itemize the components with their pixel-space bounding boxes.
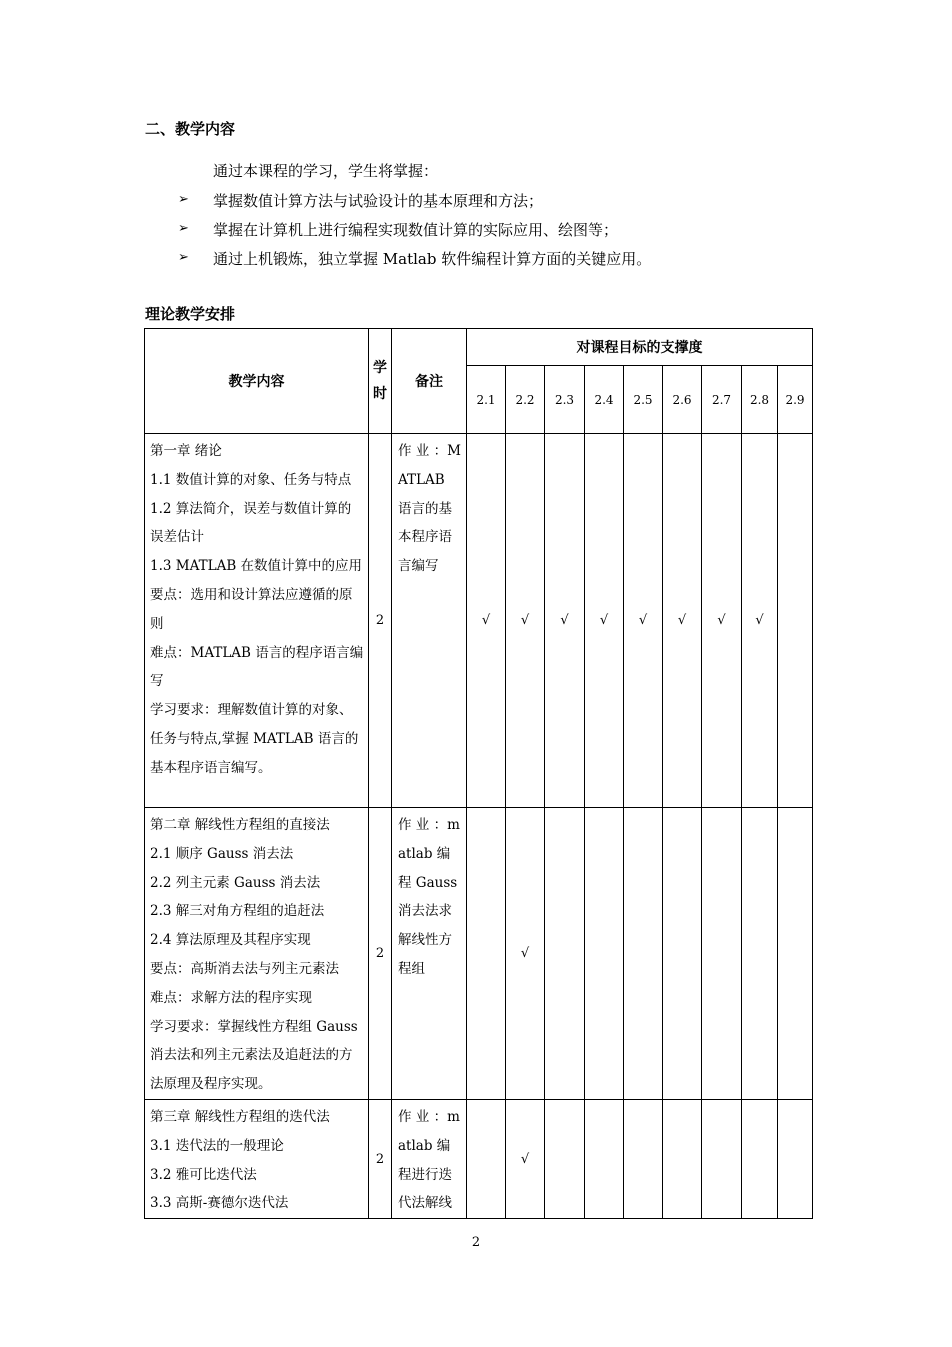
support-cell xyxy=(506,1099,545,1218)
content-line: 2.4 算法原理及其程序实现 xyxy=(150,932,311,949)
support-cell xyxy=(624,808,663,1100)
content-line: 2.1 顺序 Gauss 消去法 xyxy=(150,845,294,862)
hours-cell: 2 xyxy=(369,808,392,1100)
content-line: 学习要求：理解数值计算的对象、任务与特点,掌握 MATLAB 语言的基本程序语言编写。 xyxy=(150,702,359,776)
support-cell xyxy=(585,1099,624,1218)
chapter-title: 第一章 绪论 xyxy=(150,443,222,459)
goal-number: 2.9 xyxy=(778,366,813,434)
check-mark-icon: √ xyxy=(560,613,569,628)
content-line: 2.2 列主元素 Gauss 消去法 xyxy=(150,874,321,891)
content-line: 要点：选用和设计算法应遵循的原则 xyxy=(150,586,353,632)
goal-number: 2.2 xyxy=(506,366,545,434)
intro-text: 通过本课程的学习，学生将掌握： xyxy=(213,162,439,180)
support-cell xyxy=(545,1099,585,1218)
check-mark-icon: √ xyxy=(520,1151,530,1167)
support-cell xyxy=(702,434,742,808)
hours-cell: 2 xyxy=(369,434,392,808)
support-cell xyxy=(663,434,702,808)
page-number: 2 xyxy=(471,1235,481,1250)
content-line: 1.1 数值计算的对象、任务与特点 xyxy=(150,471,352,488)
goal-number: 2.4 xyxy=(585,366,624,434)
support-cell xyxy=(624,434,663,808)
note-cell: 作 业 ：matlab 编程进行迭代法解线 xyxy=(392,1099,467,1218)
list-item xyxy=(178,248,651,277)
check-mark-icon: √ xyxy=(520,945,530,961)
content-line: 2.3 解三对角方程组的追赶法 xyxy=(150,903,325,920)
check-mark-icon: √ xyxy=(638,613,648,628)
list-item xyxy=(178,190,651,219)
support-cell xyxy=(663,808,702,1100)
header-note: 备注 xyxy=(392,329,467,434)
chapter-title: 第三章 解线性方程组的迭代法 xyxy=(150,1108,330,1125)
goal-number: 2.5 xyxy=(624,366,663,434)
content-line: 学习要求：掌握线性方程组 Gauss 消去法和列主元素法及追赶法的方法原理及程序实现。 xyxy=(150,1018,358,1093)
check-mark-icon: √ xyxy=(599,613,609,628)
table-row xyxy=(145,808,813,1100)
content-line: 1.2 算法简介，误差与数值计算的误差估计 xyxy=(150,500,352,546)
support-cell xyxy=(467,434,506,808)
support-cell xyxy=(742,434,778,808)
header-content: 教学内容 xyxy=(145,329,369,434)
header-hours: 学时 xyxy=(369,329,392,434)
section-title: 二、教学内容 xyxy=(145,120,236,138)
check-mark-icon: √ xyxy=(520,613,530,628)
support-cell xyxy=(663,1099,702,1218)
content-line: 难点：求解方法的程序实现 xyxy=(150,989,312,1006)
check-mark-icon: √ xyxy=(677,613,687,628)
support-cell xyxy=(624,1099,663,1218)
check-mark-icon: √ xyxy=(755,613,764,628)
list-item xyxy=(178,219,651,248)
table-row xyxy=(145,1099,813,1218)
objective-text: 掌握数值计算方法与试验设计的基本原理和方法； xyxy=(213,192,544,210)
content-cell xyxy=(145,434,369,808)
goal-number: 2.1 xyxy=(467,366,506,434)
arrow-bullet-icon: ➢ xyxy=(178,221,189,236)
goal-number: 2.6 xyxy=(663,366,702,434)
support-cell xyxy=(545,808,585,1100)
support-cell xyxy=(778,1099,813,1218)
check-mark-icon: √ xyxy=(717,613,726,628)
table-title: 理论教学安排 xyxy=(145,305,236,323)
content-line: 难点：MATLAB 语言的程序语言编写 xyxy=(150,644,364,690)
support-cell xyxy=(778,434,813,808)
goal-number: 2.7 xyxy=(702,366,742,434)
content-line: 要点：高斯消去法与列主元素法 xyxy=(150,960,339,977)
support-cell xyxy=(778,808,813,1100)
support-cell xyxy=(506,434,545,808)
content-cell xyxy=(145,808,369,1100)
teaching-plan-table xyxy=(144,328,813,1219)
note-cell: 作 业 ：matlab 编程 Gauss 消去法求解线性方程组 xyxy=(392,808,467,1100)
support-cell xyxy=(467,1099,506,1218)
content-cell xyxy=(145,1099,369,1218)
support-cell xyxy=(742,1099,778,1218)
header-row xyxy=(145,329,813,366)
goal-number: 2.8 xyxy=(742,366,778,434)
support-cell xyxy=(702,808,742,1100)
arrow-bullet-icon: ➢ xyxy=(178,250,189,265)
support-cell xyxy=(742,808,778,1100)
arrow-bullet-icon: ➢ xyxy=(178,192,189,207)
check-mark-icon: √ xyxy=(481,613,491,628)
content-line: 1.3 MATLAB 在数值计算中的应用 xyxy=(150,558,363,575)
support-cell xyxy=(545,434,585,808)
chapter-title: 第二章 解线性方程组的直接法 xyxy=(150,817,330,833)
header-support: 对课程目标的支撑度 xyxy=(467,329,813,366)
support-cell xyxy=(467,808,506,1100)
objective-text: 通过上机锻炼，独立掌握 Matlab 软件编程计算方面的关键应用。 xyxy=(213,250,652,268)
support-cell xyxy=(702,1099,742,1218)
support-cell xyxy=(585,434,624,808)
support-cell xyxy=(506,808,545,1100)
hours-cell: 2 xyxy=(369,1099,392,1218)
objective-list xyxy=(178,190,651,277)
goal-number: 2.3 xyxy=(545,366,585,434)
content-line: 3.2 雅可比迭代法 xyxy=(150,1166,257,1183)
content-line: 3.3 高斯-赛德尔迭代法 xyxy=(150,1195,289,1212)
table-row xyxy=(145,434,813,808)
content-line: 3.1 迭代法的一般理论 xyxy=(150,1137,284,1154)
support-cell xyxy=(585,808,624,1100)
objective-text: 掌握在计算机上进行编程实现数值计算的实际应用、绘图等； xyxy=(213,221,619,239)
note-cell: 作 业 ：MATLAB 语言的基本程序语言编写 xyxy=(392,434,467,808)
